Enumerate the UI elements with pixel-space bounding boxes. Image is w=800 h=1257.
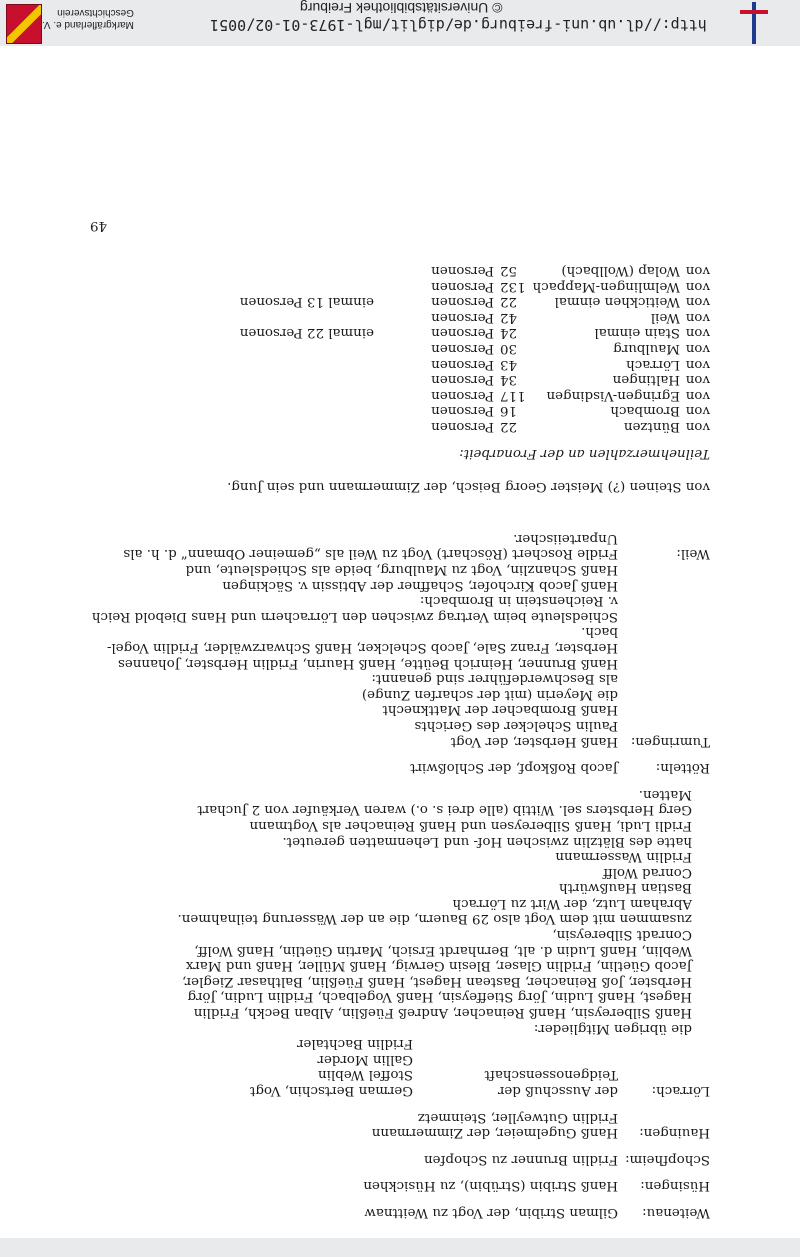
text-line: Jacob Güetlin, Fridlin Glaser, Blesin Gerwig, Hanß Müller, Hanß und Marx [185, 958, 692, 974]
table-row: von Maulburg 30 Personen [431, 341, 710, 357]
entry-row: Hüsingen: Hanß Stribin (Strübin), zu Hüsickhen [363, 1178, 710, 1194]
table-row: von Brombach 16 Personen [431, 403, 710, 419]
entry-tumringen: Tumringen: Hanß Herbster, der Vogt Paulin Schelcker des Gerichts Hanß Brombacher der Mattknecht die Meyerin (mit der scharfen Zunge) als Beschwerdeführer sind genannt: Hanß Brunner, Heinrich Beütte, Hanß Haurin, Fridlin Herbster, Johannes Herbster, Franz Sale, Jacob Schelcker, Hanß Schwarzwälder, Fridlin Vogel- bach. Schiedsleute beim Vertrag zwischen den Lörrachern und Hans Diebold Reich v. Reichenstein in Brombach: Hanß Jacob Kirchofer, Schaffner der Abtissin v. Säckingen Hanß Schanzlin, Vogt zu Maulburg, beide als Schiedsleute, und [91, 562, 710, 749]
table-row: von Wolap (Wollbach) 52 Personen [431, 263, 710, 279]
society-name: Markgräflerland e. V. Geschichtsverein [42, 7, 134, 30]
text-line: v. Reichenstein in Brombach: [419, 593, 618, 609]
text-line: Hanß Silbereysin, Hanß Reinacher, Andreß Füeßlin, Alban Beckh, Fridlin [193, 1005, 692, 1021]
table-row: von Weitickhen einmal 22 Personen einmal 13 Personen [239, 294, 710, 310]
text-line: Herbster, Franz Sale, Jacob Schelcker, Hanß Schwarzwälder, Fridlin Vogel- [106, 640, 618, 655]
text-line: Hagest, Hanß Ludin, Jörg Stieffeysin, Hanß Vogelbach, Fridlin Ludin, Jörg [187, 989, 692, 1005]
table-row: von Egringen-Visdingen 117 Personen [431, 387, 710, 403]
table-row: von Welmlingen-Mappach 132 Personen [431, 278, 710, 294]
viewer-header [0, 0, 800, 46]
entry-row: Schopfheim: Fridlin Brunner zu Schopfen [423, 1151, 710, 1167]
table-title: Teilnehmerzahlen an der Fronarbeit: [459, 445, 710, 461]
text-line: Herbster, Joß Reinacher, Bastean Hagest, Hanß Füeßlin, Balthasar Ziegler, [181, 973, 692, 989]
table-row: von Weil 42 Personen [431, 309, 710, 325]
text-line: Hanß Schanzlin, Vogt zu Maulburg, beide als Schiedsleute, und [185, 562, 618, 578]
entry-weil: Weil: Fridle Roschert (Röschart) Vogt zu Weil als „gemeiner Obmann“ d. h. als Unparteiischer. [123, 530, 710, 562]
text-line: Hanß Brunner, Heinrich Beütte, Hanß Haurin, Fridlin Herbster, Johannes [118, 655, 618, 671]
text-line: Gerg Herbsters sel. Wittib (alle drei s. o.) waren Verkäufer von 2 Juchart [197, 802, 692, 818]
text-line: Abraham Lutz, der Wirt zu Lörrach [452, 895, 692, 911]
text-line: Hanß Jacob Kirchofer, Schaffner der Abtissin v. Säckingen [222, 577, 618, 593]
entry-row: Hauingen: Hanß Gugelmeier, der Zimmermann Fridlin Gutweyller, Steinmetz [371, 1109, 710, 1141]
text-line: Matten. [638, 786, 692, 802]
document-url[interactable]: http://dl.ub.uni-freiburg.de/diglit/mgl-1973-01-02/0051 [210, 16, 707, 34]
text-line: als Beschwerdeführer sind genannt: [371, 671, 618, 687]
table-row: von Stain einmal 24 Personen einmal 22 Personen [239, 325, 710, 341]
text-line: zusammen mit dem Vogt also 29 Bauern, die an der Wässerung teilnahmen. [177, 911, 692, 927]
text-line: hatte des Blätzlin zwischen Hof- und Lehenmatten gereutet. [282, 833, 692, 849]
table-row: von Haltingen 34 Personen [431, 372, 710, 388]
participants-table [240, 263, 710, 435]
society-logo-icon [6, 4, 42, 44]
entry-row: Weitenau: Gilman Stribin, der Vogt zu Weittnaw [364, 1205, 710, 1220]
text-line: Weblin, Hanß Ludin d. alt, Bernhardt Ersich, Martin Güetlin, Hanß Wolff, [194, 942, 692, 958]
scanned-page [90, 160, 710, 1220]
page-number: 49 [90, 217, 108, 233]
steinen-note: von Steinen (?) Meister Georg Beisch, der Zimmermann und sein Jung. [227, 479, 710, 495]
entry-loerrach: Lörrach: der Ausschuß der Teidgenossenschaft German Bertschin, Vogt Stoffel Weblin Gallin Morder Fridlin Bachtaler [249, 1036, 710, 1099]
text-line: bach. [581, 624, 618, 640]
loerrach-members [90, 786, 710, 1036]
viewer-footer [0, 1238, 800, 1257]
text-line: Conrad Wolff [603, 864, 692, 880]
text-line: Schiedsleute beim Vertrag zwischen den Lörrachern und Hans Diebold Reich [91, 608, 618, 624]
text-line: Fridlin Wassermann [555, 849, 692, 865]
entry-roetteln: Rötteln: Jacob Roßkopf, der Schloßwirt [410, 760, 710, 776]
table-row: von Büntzen 22 Personen [431, 419, 710, 435]
text-line: die übrigen Mitglieder: [533, 1020, 692, 1036]
text-line: Hanß Brombacher der Mattknecht [382, 702, 618, 718]
text-line: Conradt Silbereysin, [552, 927, 692, 943]
text-line: die Meyerin (mit der scharfen Zunge) [361, 686, 618, 702]
library-credit: © Universitätsbibliothek Freiburg [300, 0, 503, 16]
text-line: Paulin Schelcker des Gerichts [414, 717, 618, 733]
table-row: von Lörrach 43 Personen [431, 356, 710, 372]
text-line: Hanß Herbster, der Vogt [450, 733, 618, 749]
text-line: Fridli Ludi, Hanß Silbereysen und Hanß Reinacher als Vogtmann [249, 817, 692, 833]
text-line: Bastian Haußwürth [559, 880, 692, 896]
university-library-logo-icon [734, 2, 774, 44]
